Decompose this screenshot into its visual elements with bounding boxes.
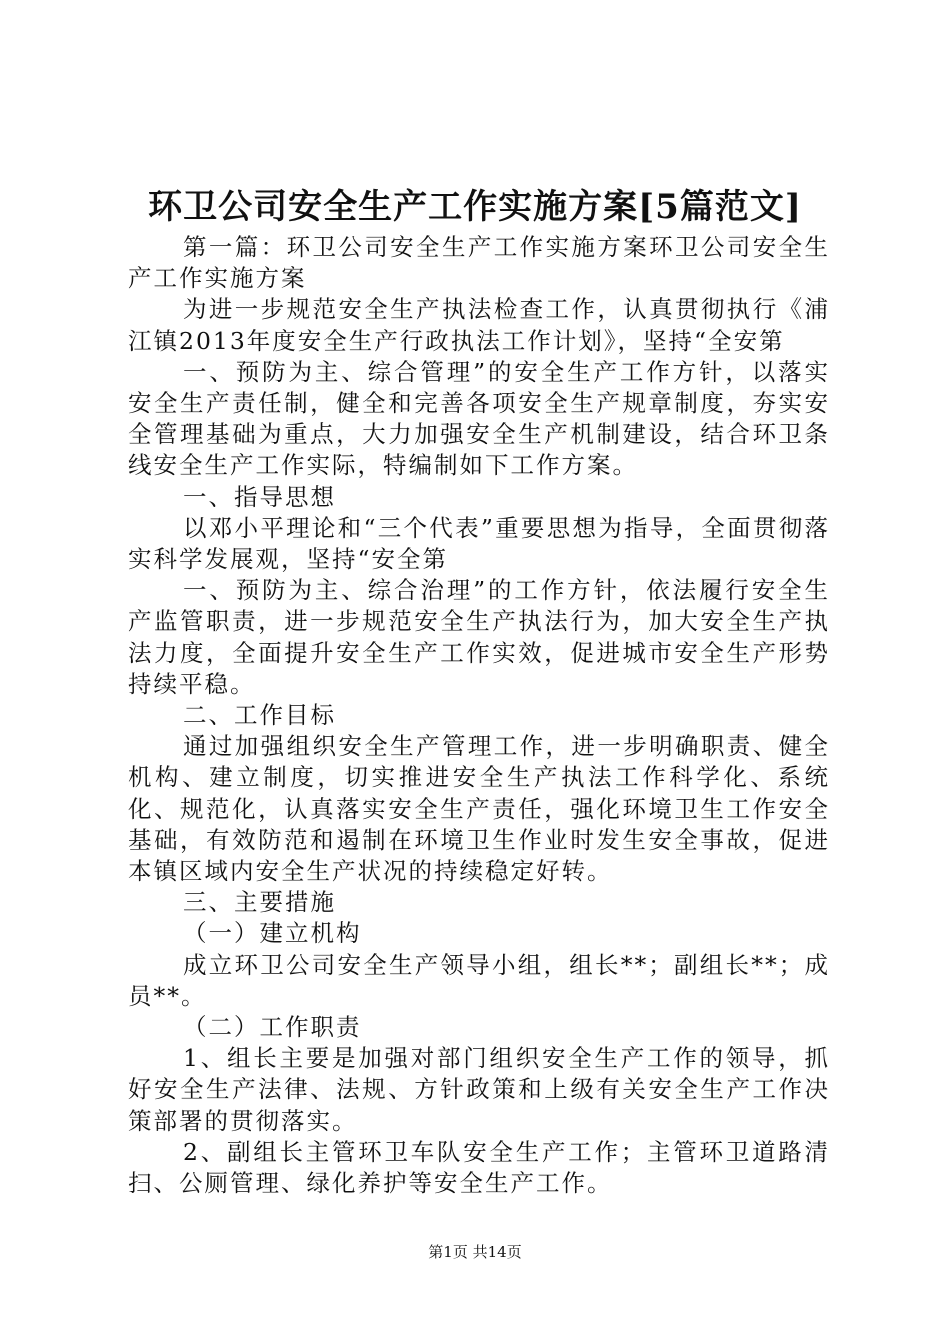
paragraph-11: 成立环卫公司安全生产领导小组，组长**；副组长**；成员**。 xyxy=(128,950,830,1010)
heading-main-measures: 三、主要措施 xyxy=(183,888,336,917)
paragraph-6: 一、预防为主、综合治理”的工作方针，依法履行安全生产监管职责，进一步规范安全生产执法行为，加大安全生产执法力度，全面提升安全生产工作实效，促进城市安全生产形势持续平稳。 xyxy=(128,576,830,698)
heading-work-goals: 二、工作目标 xyxy=(183,701,336,730)
document-body xyxy=(128,232,830,1199)
document-title: 环卫公司安全生产工作实施方案[5篇范文] xyxy=(148,187,802,227)
heading-guiding-ideology: 一、指导思想 xyxy=(183,482,336,511)
paragraph-14: 2、副组长主管环卫车队安全生产工作；主管环卫道路清扫、公厕管理、绿化养护等安全生产工作。 xyxy=(128,1137,830,1198)
paragraph-1: 第一篇：环卫公司安全生产工作实施方案环卫公司安全生产工作实施方案 xyxy=(128,233,830,293)
paragraph-13: 1、组长主要是加强对部门组织安全生产工作的领导，抓好安全生产法律、法规、方针政策和上级有关安全生产工作决策部署的贯彻落实。 xyxy=(128,1044,830,1135)
page-footer: 第1页 共14页 xyxy=(428,1243,522,1261)
paragraph-2: 为进一步规范安全生产执法检查工作，认真贯彻执行《浦江镇2013年度安全生产行政执法工作计划》，坚持“全安第 xyxy=(128,295,830,355)
paragraph-3: 一、预防为主、综合管理”的安全生产工作方针，以落实安全生产责任制，健全和完善各项安全生产规章制度，夯实安全管理基础为重点，大力加强安全生产机制建设，结合环卫条线安全生产工作实际，特编制如下工作方案。 xyxy=(128,357,830,480)
subheading-establish-organization: （一）建立机构 xyxy=(183,919,362,948)
subheading-work-duties: （二）工作职责 xyxy=(183,1013,362,1042)
paragraph-8: 通过加强组织安全生产管理工作，进一步明确职责、健全机构、建立制度，切实推进安全生产执法工作科学化、系统化、规范化，认真落实安全生产责任，强化环境卫生工作安全基础，有效防范和遏制在环境卫生作业时发生安全事故，促进本镇区域内安全生产状况的持续稳定好转。 xyxy=(128,732,830,886)
paragraph-5: 以邓小平理论和“三个代表”重要思想为指导，全面贯彻落实科学发展观，坚持“安全第 xyxy=(128,513,830,574)
